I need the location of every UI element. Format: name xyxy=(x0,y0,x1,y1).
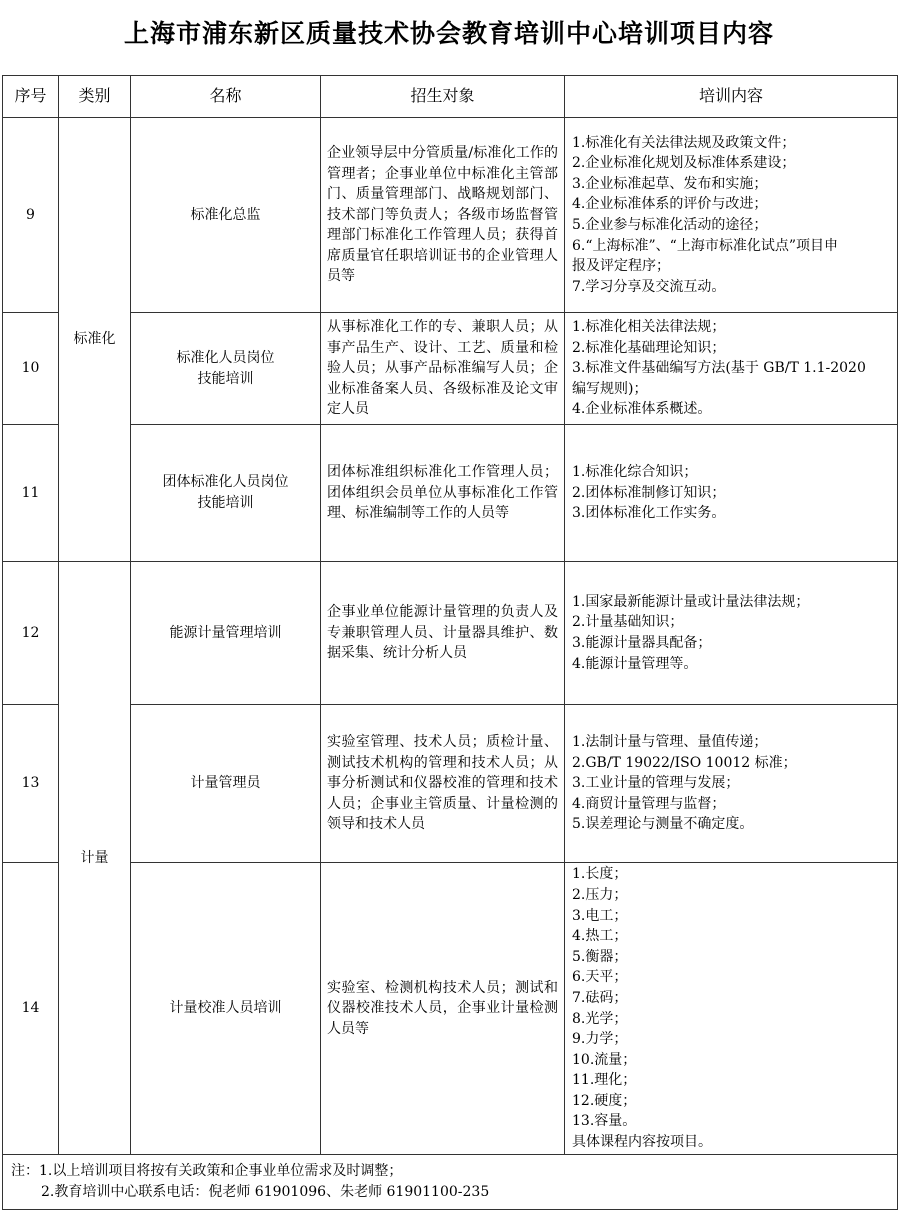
table-row xyxy=(3,562,898,705)
header-row xyxy=(3,76,898,118)
content-line: 3.团体标准化工作实务。 xyxy=(572,505,726,522)
course-content xyxy=(565,705,898,863)
content-line: 5.企业参与标准化活动的途径； xyxy=(572,217,768,233)
content-line: 1.法制计量与管理、量值传递； xyxy=(572,734,768,751)
course-content xyxy=(565,863,898,1155)
header-name: 名称 xyxy=(131,76,321,118)
course-name-line: 标准化总监 xyxy=(190,206,261,223)
content-line: 4.热工； xyxy=(572,928,628,945)
header-category: 类别 xyxy=(59,76,131,118)
course-name-line: 团体标准化人员岗位 xyxy=(162,474,289,491)
content-line: 8.光学； xyxy=(572,1010,628,1027)
notes-cell xyxy=(3,1155,898,1210)
content-line: 4.企业标准体系概述。 xyxy=(572,401,712,418)
course-content xyxy=(565,313,898,425)
table-row xyxy=(3,313,898,425)
content-line: 2.企业标准化规划及标准体系建设； xyxy=(572,155,796,172)
note-line: 2.教育培训中心联系电话：倪老师 61901096、朱老师 61901100-235 xyxy=(41,1184,490,1200)
content-line: 6.天平； xyxy=(572,969,628,986)
course-content xyxy=(565,118,898,313)
content-line: 4.企业标准体系的评价与改进； xyxy=(572,196,768,213)
target-audience: 实验室、检测机构技术人员；测试和仪器校准技术人员，企事业计量检测人员等 xyxy=(321,863,565,1155)
course-name xyxy=(131,863,321,1155)
row-number: 13 xyxy=(3,705,59,863)
target-audience: 实验室管理、技术人员；质检计量、测试技术机构的管理和技术人员；从事分析测试和仪器校准的管理和技术人员；企事业主管质量、计量检测的领导和技术人员 xyxy=(321,705,565,863)
course-name xyxy=(131,562,321,705)
table-row xyxy=(3,425,898,562)
content-line: 10.流量； xyxy=(572,1051,637,1068)
course-content xyxy=(565,562,898,705)
content-line: 报及评定程序； xyxy=(572,258,670,275)
course-name-line: 能源计量管理培训 xyxy=(169,624,282,641)
content-line: 1.标准化综合知识； xyxy=(572,464,698,481)
target-audience: 从事标准化工作的专、兼职人员；从事产品生产、设计、工艺、质量和检验人员；从事产品标准编写人员；企业标准备案人员、各级标准及论文审定人员 xyxy=(321,313,565,425)
course-name-line: 标准化人员岗位 xyxy=(176,349,275,366)
content-line: 3.企业标准起草、发布和实施； xyxy=(572,175,768,192)
category-cell: 标准化 xyxy=(59,118,131,562)
header-no: 序号 xyxy=(3,76,59,118)
content-line: 2.团体标准制修订知识； xyxy=(572,484,726,501)
course-name xyxy=(131,425,321,562)
content-line: 3.标准文件基础编写方法(基于 GB/T 1.1-2020 xyxy=(572,360,866,377)
row-number: 9 xyxy=(3,118,59,313)
target-audience: 团体标准组织标准化工作管理人员；团体组织会员单位从事标准化工作管理、标准编制等工作的人员等 xyxy=(321,425,565,562)
course-name-line: 技能培训 xyxy=(197,370,254,387)
course-name xyxy=(131,313,321,425)
content-line: 12.硬度； xyxy=(572,1092,637,1109)
content-line: 编写规则)； xyxy=(572,380,648,397)
course-name-line: 技能培训 xyxy=(197,495,254,511)
content-line: 1.标准化有关法律法规及政策文件； xyxy=(572,134,796,151)
course-content xyxy=(565,425,898,562)
header-content: 培训内容 xyxy=(565,76,898,118)
course-name xyxy=(131,705,321,863)
table-row xyxy=(3,705,898,863)
note-line: 注：1.以上培训项目将按有关政策和企事业单位需求及时调整； xyxy=(11,1163,403,1179)
content-line: 2.计量基础知识； xyxy=(572,614,684,631)
target-audience: 企业领导层中分管质量/标准化工作的管理者；企事业单位中标准化主管部门、质量管理部门、战略规划部门、技术部门等负责人；各级市场监督管理部门标准化工作管理人员；获得首席质量官任职培训证书的企业管理人员等 xyxy=(321,118,565,313)
row-number: 14 xyxy=(3,863,59,1155)
course-name xyxy=(131,118,321,313)
row-number: 11 xyxy=(3,425,59,562)
table-row xyxy=(3,863,898,1155)
content-line: 5.衡器； xyxy=(572,948,628,965)
header-target: 招生对象 xyxy=(321,76,565,118)
content-line: 3.电工； xyxy=(572,907,628,924)
content-line: 2.GB/T 19022/ISO 10012 标准； xyxy=(572,754,797,771)
course-name-line: 计量校准人员培训 xyxy=(169,1000,282,1017)
content-line: 1.标准化相关法律法规； xyxy=(572,319,726,336)
page-title: 上海市浦东新区质量技术协会教育培训中心培训项目内容 xyxy=(123,19,774,48)
content-line: 4.能源计量管理等。 xyxy=(572,655,698,672)
content-line: 11.理化； xyxy=(572,1072,637,1089)
notes-row xyxy=(3,1155,898,1210)
content-line: 3.工业计量的管理与发展； xyxy=(572,775,740,792)
course-name-line: 计量管理员 xyxy=(190,775,261,792)
content-line: 2.压力； xyxy=(572,886,628,903)
category-cell: 计量 xyxy=(59,562,131,1155)
content-line: 3.能源计量器具配备； xyxy=(572,635,712,651)
content-line: 13.容量。 xyxy=(572,1113,637,1130)
content-line: 6.“上海标准”、“上海市标准化试点”项目申 xyxy=(572,237,838,254)
training-table xyxy=(2,75,898,1210)
target-audience: 企事业单位能源计量管理的负责人及专兼职管理人员、计量器具维护、数据采集、统计分析人员 xyxy=(321,562,565,705)
table-row xyxy=(3,118,898,313)
content-line: 具体课程内容按项目。 xyxy=(572,1134,712,1151)
row-number: 10 xyxy=(3,313,59,425)
content-line: 1.国家最新能源计量或计量法律法规； xyxy=(572,593,810,610)
row-number: 12 xyxy=(3,562,59,705)
content-line: 2.标准化基础理论知识； xyxy=(572,339,726,356)
content-line: 7.砝码； xyxy=(572,989,628,1006)
content-line: 4.商贸计量管理与监督； xyxy=(572,795,726,812)
content-line: 7.学习分享及交流互动。 xyxy=(572,278,726,295)
content-line: 5.误差理论与测量不确定度。 xyxy=(572,816,754,833)
content-line: 9.力学； xyxy=(572,1031,628,1048)
content-line: 1.长度； xyxy=(572,866,628,883)
